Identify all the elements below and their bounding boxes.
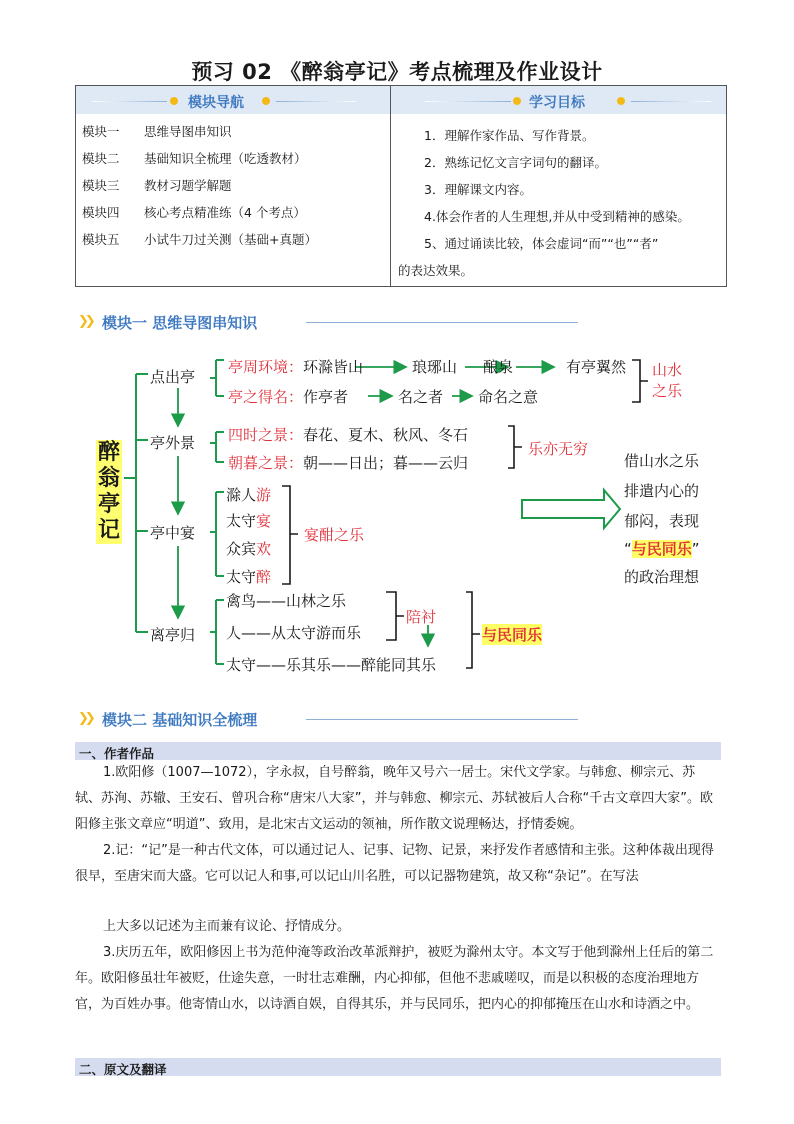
section-bar: 一、作者作品 (75, 742, 721, 760)
feast-item: 太守醉 (226, 568, 272, 586)
feast-item: 太守宴 (226, 512, 272, 530)
nav-item: 模块一 思维导图串知识 (82, 124, 232, 139)
section-bar: 二、原文及翻译 (75, 1058, 721, 1076)
row-seasons: 四时之景：春花、夏木、秋风、冬石 (228, 426, 469, 444)
row-environment: 亭周环境：环滁皆山 (228, 358, 364, 376)
nav-title: 模块导航 (188, 95, 244, 111)
row-naming: 亭之得名：作亭者 (228, 388, 349, 406)
label-peichen: 陪衬 (406, 608, 437, 626)
side-note-line: 借山水之乐 (624, 452, 700, 470)
label-leyi: 乐亦无穷 (528, 440, 589, 458)
label-shanshui: 山水 之乐 (652, 361, 683, 400)
return-item: 禽鸟——山林之乐 (226, 592, 347, 610)
return-item: 人——从太守游而乐 (226, 624, 362, 642)
goals-title: 学习目标 (529, 95, 585, 111)
chevron-double-icon: ❯❯ (78, 711, 92, 726)
label-yumin: 与民同乐 (482, 626, 543, 644)
side-note-line: 郁闷，表现 (624, 512, 700, 530)
chevron-double-icon: ❯❯ (78, 314, 92, 329)
goal-item: 5、通过诵读比较，体会虚词“而”“也”“者” (424, 236, 659, 251)
side-note-line: 的政治理想 (624, 568, 700, 586)
module1-heading: 模块一 思维导图串知识 (102, 314, 258, 332)
mind-map-center: 醉 翁 亭 记 (97, 440, 120, 543)
module2-heading: 模块二 基础知识全梳理 (102, 711, 258, 729)
feast-item: 众宾欢 (226, 540, 272, 558)
row-day: 朝暮之景：朝——日出；暮——云归 (228, 454, 469, 472)
goal-item: 1．理解作家作品、写作背景。 (424, 128, 595, 143)
paragraph: 1.欧阳修（1007—1072），字永叔，自号醉翁，晚年又号六一居士。宋代文学家。与韩愈、柳宗元、苏轼、苏洵、苏辙、王安石、曾巩合称“唐宋八大家”，并与韩愈、柳宗元、苏轼被后人合称“千古文章四大家”。欧阳修主张文章应“明道”、致用，是北宋古文运动的领袖，所作散文说理畅达，抒情委婉。 (75, 765, 713, 832)
side-note-line: 排遣内心的 (624, 482, 700, 500)
side-note-quote: “与民同乐” (624, 540, 700, 558)
branch-liting: 离亭归 (150, 626, 196, 644)
nav-item: 模块二 基础知识全梳理（吃透教材） (82, 151, 307, 166)
feast-item: 滁人游 (226, 486, 272, 504)
paragraph: 2.记：“记”是一种古代文体，可以通过记人、记事、记物、记景，来抒发作者感情和主张。这种体裁出现得很早，至唐宋而大盛。它可以记人和事,可以记山川名胜，可以记器物建筑，故又称“杂记”。在写法 (75, 843, 714, 884)
paragraph: 3.庆历五年，欧阳修因上书为范仲淹等政治改革派辩护，被贬为滁州太守。本文写于他到滁州上任后的第二年。欧阳修虽壮年被贬，仕途失意，一时壮志难酬，内心抑郁，但他不悲戚嗟叹，而是以积极的态度治理地方官，为百姓办事。他寄情山水，以诗酒自娱，自得其乐，并与民同乐，把内心的抑郁掩压在山水和诗酒之中。 (75, 945, 714, 1012)
branch-tingwai: 亭外景 (150, 434, 196, 452)
paragraph: 上大多以记述为主而兼有议论、抒情成分。 (103, 919, 351, 934)
label-yanhan: 宴酣之乐 (304, 526, 365, 544)
branch-tingzhong: 亭中宴 (150, 524, 196, 542)
goal-item: 3．理解课文内容。 (424, 182, 532, 197)
goal-item: 4.体会作者的人生理想,并从中受到精神的感染。 (424, 209, 690, 224)
goal-item: 2．熟练记忆文言字词句的翻译。 (424, 155, 607, 170)
goal-item: 的表达效果。 (398, 263, 474, 278)
return-item: 太守——乐其乐——醉能同其乐 (226, 656, 437, 674)
page-title: 预习 02 《醉翁亭记》考点梳理及作业设计 (191, 60, 603, 84)
nav-item: 模块五 小试牛刀过关测（基础+真题） (82, 232, 317, 247)
nav-item: 模块三 教材习题学解题 (82, 178, 232, 193)
nav-item: 模块四 核心考点精准练（4 个考点） (82, 205, 306, 220)
branch-dianchu: 点出亭 (150, 368, 196, 386)
